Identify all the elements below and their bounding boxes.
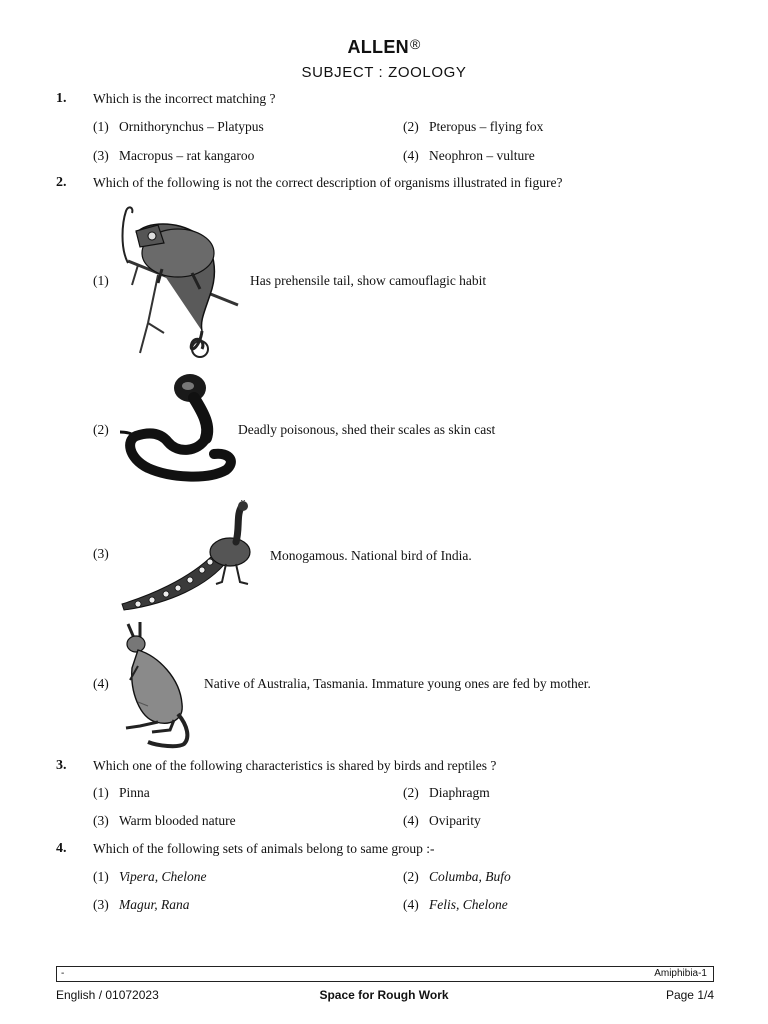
registered-mark: ® bbox=[409, 36, 421, 52]
subject-title: SUBJECT : ZOOLOGY bbox=[301, 64, 467, 81]
footer-code-box bbox=[56, 966, 714, 982]
option-1-number: (1) bbox=[93, 273, 109, 288]
option-4-number: (4) bbox=[93, 676, 109, 691]
kangaroo-icon bbox=[118, 622, 200, 750]
footer-rough-work: Space for Rough Work bbox=[319, 988, 449, 1002]
option-3-number: (3) bbox=[93, 546, 109, 561]
option-3: (3) Warm blooded nature bbox=[93, 813, 236, 828]
question-text: Which one of the following characteristics is shared by birds and reptiles ? bbox=[93, 758, 497, 773]
footer-box-left: - bbox=[61, 968, 65, 979]
peacock-icon bbox=[118, 500, 266, 614]
option-2-text: Deadly poisonous, shed their scales as skin cast bbox=[238, 422, 496, 437]
footer-page-number: Page 1/4 bbox=[665, 988, 714, 1002]
option-1: (1) Pinna bbox=[93, 785, 150, 800]
option-2: (2) Diaphragm bbox=[403, 785, 490, 800]
question-text: Which of the following is not the correct description of organisms illustrated in figure? bbox=[93, 175, 563, 190]
option-4: (4) Felis, Chelone bbox=[403, 897, 508, 912]
option-2: (2) Columba, Bufo bbox=[403, 869, 511, 884]
question-number: 4. bbox=[56, 841, 67, 856]
question-text: Which of the following sets of animals belong to same group :- bbox=[93, 841, 435, 856]
option-4-text: Native of Australia, Tasmania. Immature young ones are fed by mother. bbox=[204, 676, 591, 691]
question-number: 1. bbox=[56, 91, 67, 106]
option-2-number: (2) bbox=[93, 422, 109, 437]
cobra-icon bbox=[118, 370, 238, 492]
option-3: (3) Magur, Rana bbox=[93, 897, 190, 912]
option-3: (3) Macropus – rat kangaroo bbox=[93, 148, 255, 163]
footer-language-date: English / 01072023 bbox=[56, 988, 159, 1002]
option-4: (4) Neophron – vulture bbox=[403, 148, 535, 163]
question-number: 2. bbox=[56, 175, 67, 190]
option-2: (2) Pteropus – flying fox bbox=[403, 119, 544, 134]
question-text: Which is the incorrect matching ? bbox=[93, 91, 276, 106]
option-3-text: Monogamous. National bird of India. bbox=[270, 548, 472, 563]
option-1: (1) Ornithorynchus – Platypus bbox=[93, 119, 264, 134]
option-1-text: Has prehensile tail, show camouflagic habit bbox=[250, 273, 487, 288]
footer-box-right: Amiphibia-1 bbox=[654, 968, 707, 979]
brand-logo bbox=[0, 36, 768, 58]
option-1: (1) Vipera, Chelone bbox=[93, 869, 207, 884]
question-number: 3. bbox=[56, 758, 67, 773]
option-4: (4) Oviparity bbox=[403, 813, 481, 828]
chameleon-icon bbox=[118, 203, 246, 363]
brand-name: ALLEN bbox=[347, 37, 409, 57]
